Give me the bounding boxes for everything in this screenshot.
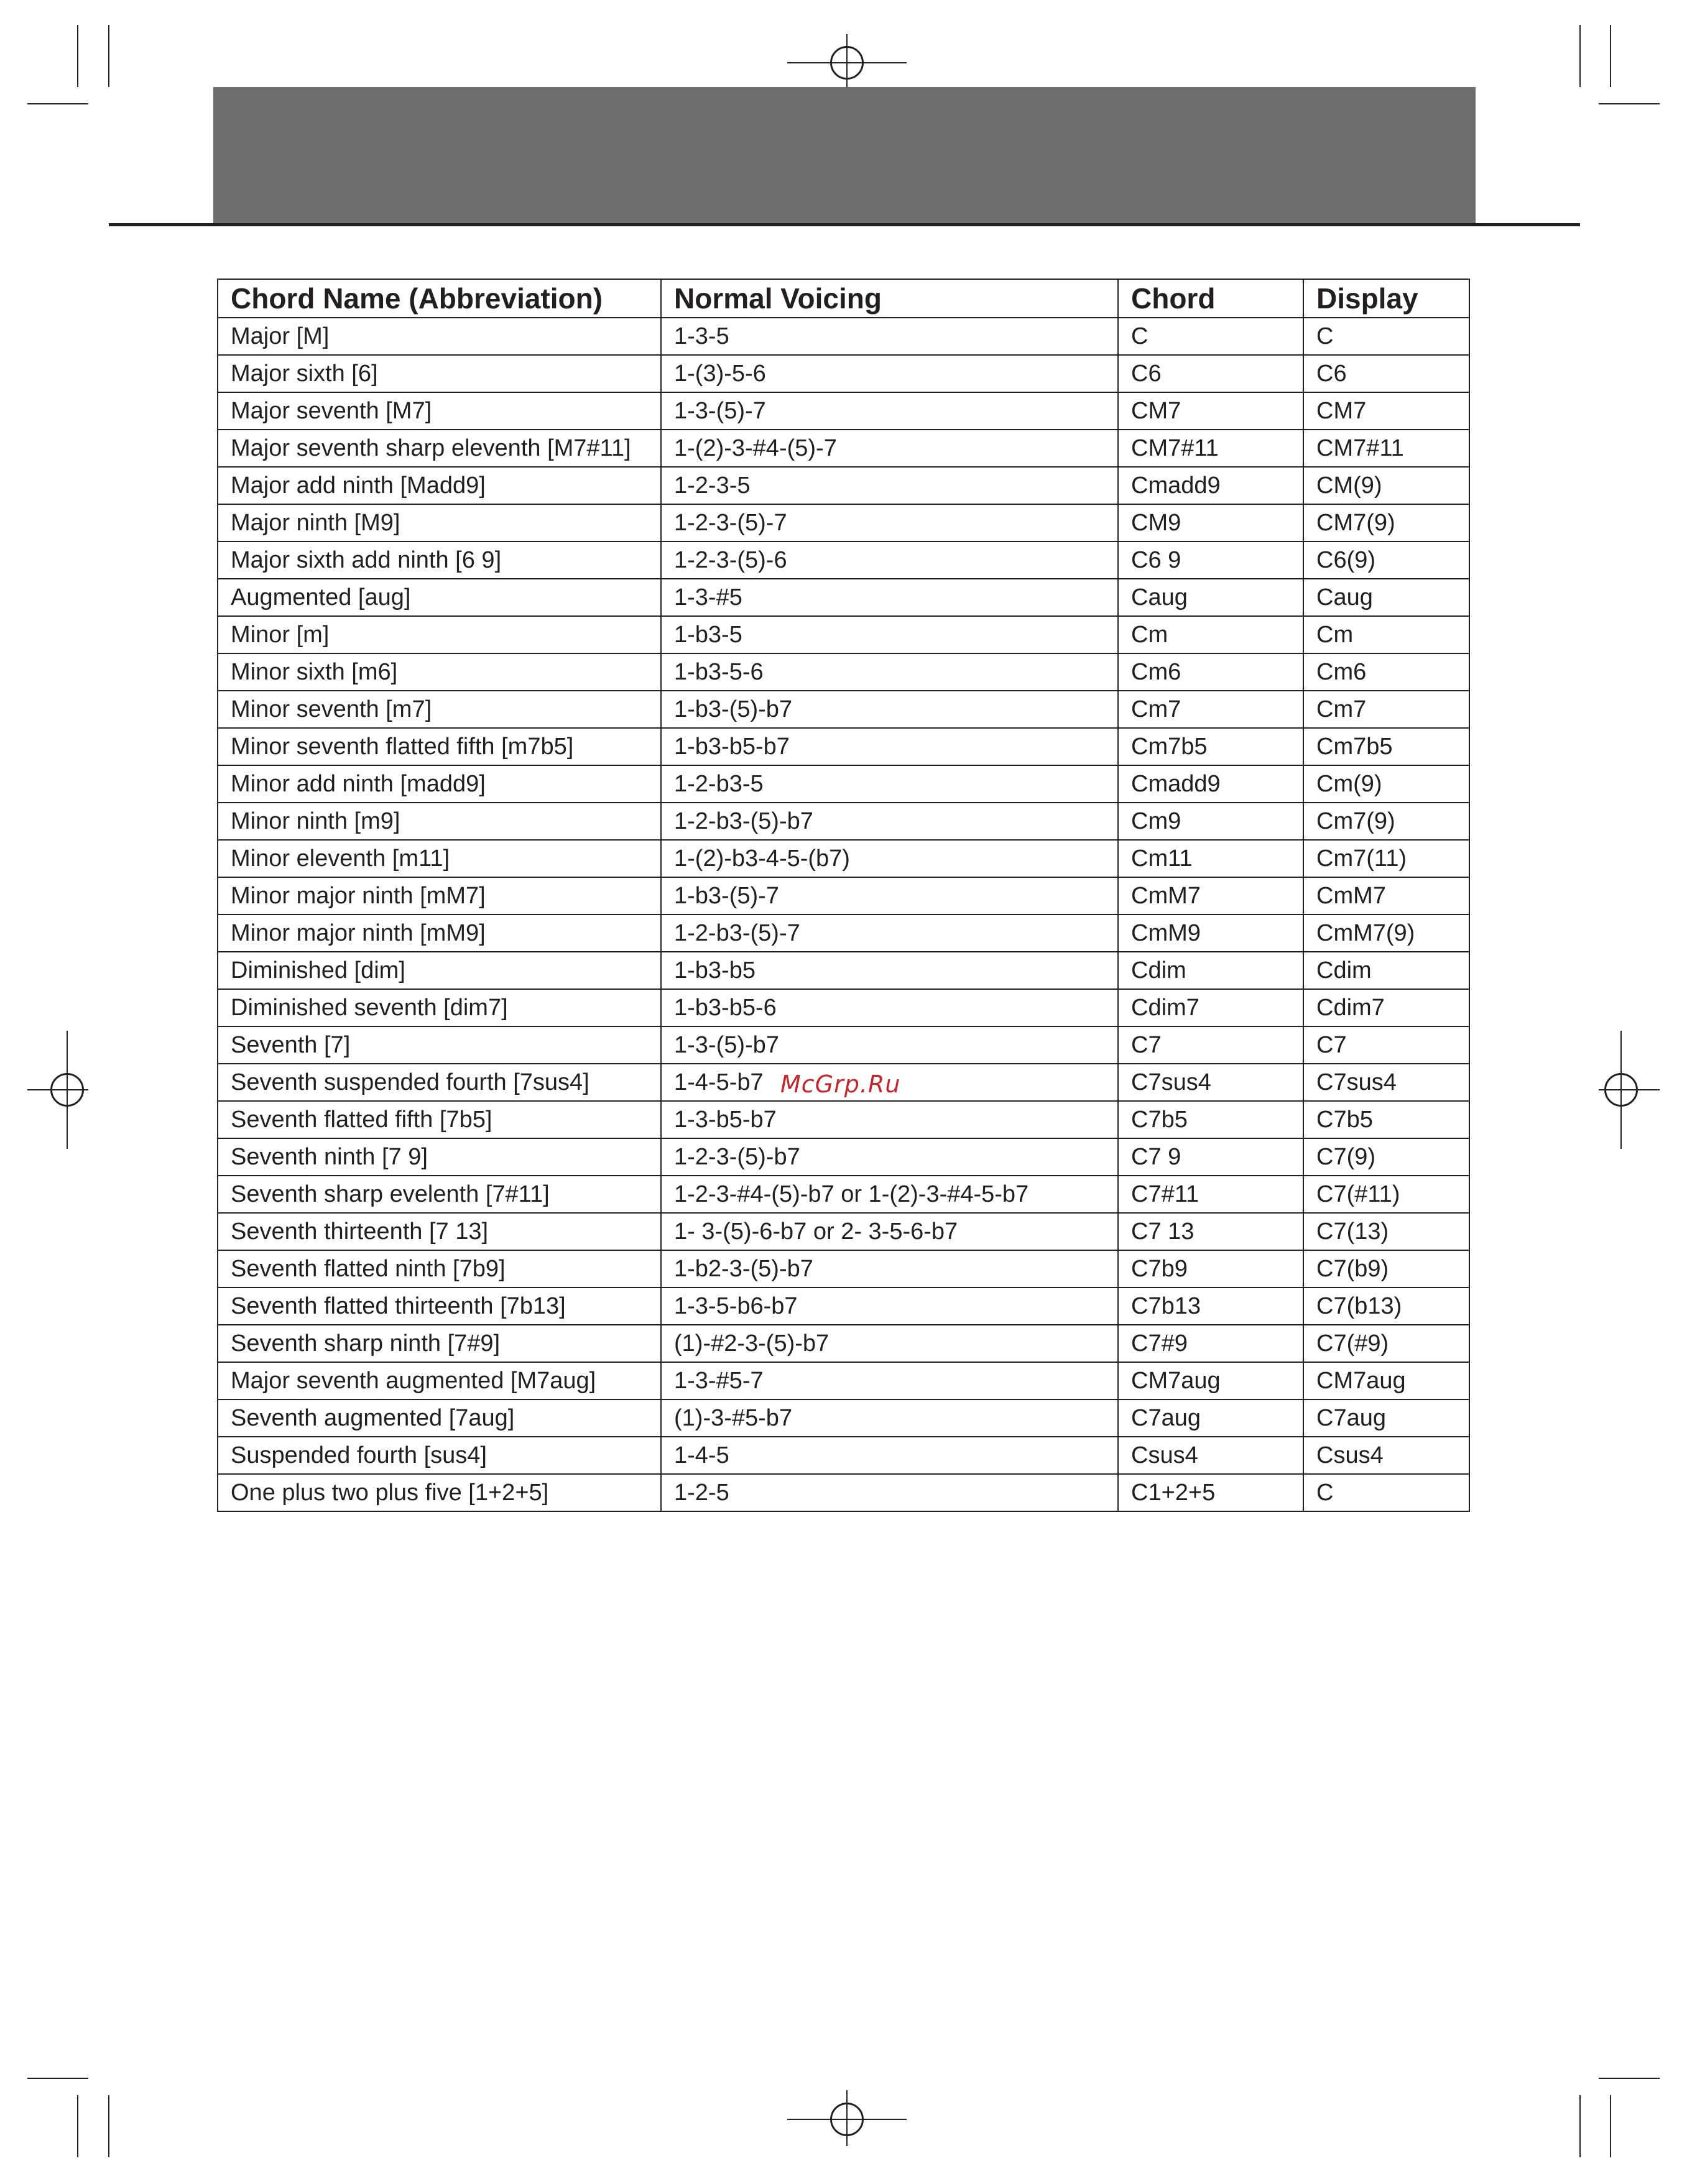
chord-name-cell: Seventh flatted ninth [7b9]	[218, 1250, 661, 1288]
normal-voicing-cell: 1-3-5	[661, 318, 1118, 355]
table-row	[218, 653, 1469, 691]
chord-cell: CM7aug	[1118, 1362, 1303, 1399]
chord-cell: C6	[1118, 355, 1303, 392]
normal-voicing-cell: 1-b3-5	[661, 616, 1118, 653]
chord-name-cell: Minor major ninth [mM7]	[218, 877, 661, 915]
crop-mark	[1579, 2095, 1581, 2157]
chord-name-cell: Minor ninth [m9]	[218, 803, 661, 840]
table-row	[218, 504, 1469, 541]
chord-name-cell: Minor eleventh [m11]	[218, 840, 661, 877]
display-cell: C7(b9)	[1303, 1250, 1469, 1288]
table-row	[218, 541, 1469, 579]
chord-cell: Cm7	[1118, 691, 1303, 728]
chord-name-cell: Augmented [aug]	[218, 579, 661, 616]
chord-cell: CM9	[1118, 504, 1303, 541]
chord-cell: CM7	[1118, 392, 1303, 430]
chord-cell: Cmadd9	[1118, 467, 1303, 504]
chord-name-cell: Minor major ninth [mM9]	[218, 915, 661, 952]
display-cell: CmM7(9)	[1303, 915, 1469, 952]
crop-mark	[27, 103, 88, 104]
normal-voicing-cell: 1-b3-5-6	[661, 653, 1118, 691]
display-cell: CM7#11	[1303, 430, 1469, 467]
registration-mark-icon	[830, 2103, 864, 2136]
display-cell: CM7(9)	[1303, 504, 1469, 541]
chord-cell: CM7#11	[1118, 430, 1303, 467]
normal-voicing-cell: 1-2-3-(5)-6	[661, 541, 1118, 579]
chord-name-cell: Diminished [dim]	[218, 952, 661, 989]
column-header-chord-name: Chord Name (Abbreviation)	[218, 279, 661, 318]
chord-name-cell: Major sixth [6]	[218, 355, 661, 392]
display-cell: Cm7	[1303, 691, 1469, 728]
display-cell: C	[1303, 1474, 1469, 1511]
normal-voicing-cell: 1-b3-b5-6	[661, 989, 1118, 1026]
table-body	[218, 318, 1469, 1511]
normal-voicing-cell: 1-3-(5)-7	[661, 392, 1118, 430]
display-cell: C7aug	[1303, 1399, 1469, 1437]
chord-name-cell: Minor seventh [m7]	[218, 691, 661, 728]
normal-voicing-cell: 1-2-3-#4-(5)-b7 or 1-(2)-3-#4-5-b7	[661, 1176, 1118, 1213]
chord-cell: Caug	[1118, 579, 1303, 616]
table-row	[218, 430, 1469, 467]
normal-voicing-cell: 1-(2)-3-#4-(5)-7	[661, 430, 1118, 467]
table-row	[218, 915, 1469, 952]
table-row	[218, 1474, 1469, 1511]
chord-name-cell: Seventh sharp ninth [7#9]	[218, 1325, 661, 1362]
chord-name-cell: Major seventh augmented [M7aug]	[218, 1362, 661, 1399]
crop-mark	[1610, 25, 1611, 87]
chord-name-cell: Minor add ninth [madd9]	[218, 765, 661, 803]
table-row	[218, 392, 1469, 430]
display-cell: C7(#11)	[1303, 1176, 1469, 1213]
chord-name-cell: Major seventh sharp eleventh [M7#11]	[218, 430, 661, 467]
watermark: McGrp.Ru	[780, 1071, 901, 1098]
normal-voicing-cell: 1-2-5	[661, 1474, 1118, 1511]
chord-name-cell: Major [M]	[218, 318, 661, 355]
normal-voicing-cell: 1-b3-b5	[661, 952, 1118, 989]
normal-voicing-cell: 1-(3)-5-6	[661, 355, 1118, 392]
chord-name-cell: Major ninth [M9]	[218, 504, 661, 541]
chord-cell: Cm6	[1118, 653, 1303, 691]
crop-mark	[27, 2078, 88, 2079]
table-header-row	[218, 279, 1469, 318]
chord-cell: C7b9	[1118, 1250, 1303, 1288]
column-header-display: Display	[1303, 279, 1469, 318]
chord-name-cell: Seventh [7]	[218, 1026, 661, 1064]
table-row	[218, 728, 1469, 765]
normal-voicing-cell: 1-2-b3-(5)-7	[661, 915, 1118, 952]
display-cell: Cdim7	[1303, 989, 1469, 1026]
display-cell: C7sus4	[1303, 1064, 1469, 1101]
chord-cell: Csus4	[1118, 1437, 1303, 1474]
table-row	[218, 1138, 1469, 1176]
normal-voicing-cell: 1-2-3-5	[661, 467, 1118, 504]
registration-mark-icon	[830, 46, 864, 80]
display-cell: C7(b13)	[1303, 1288, 1469, 1325]
chord-cell: Cm7b5	[1118, 728, 1303, 765]
display-cell: C7(#9)	[1303, 1325, 1469, 1362]
header-band	[213, 87, 1476, 225]
normal-voicing-cell: (1)-#2-3-(5)-b7	[661, 1325, 1118, 1362]
chord-cell: C7	[1118, 1026, 1303, 1064]
chord-cell: C7sus4	[1118, 1064, 1303, 1101]
display-cell: CmM7	[1303, 877, 1469, 915]
normal-voicing-cell: 1-2-b3-5	[661, 765, 1118, 803]
table-row	[218, 1101, 1469, 1138]
chord-name-cell: Seventh sharp evelenth [7#11]	[218, 1176, 661, 1213]
chord-cell: C7aug	[1118, 1399, 1303, 1437]
display-cell: C7	[1303, 1026, 1469, 1064]
normal-voicing-cell: 1-3-#5	[661, 579, 1118, 616]
column-header-normal-voicing: Normal Voicing	[661, 279, 1118, 318]
display-cell: C6(9)	[1303, 541, 1469, 579]
table-row	[218, 1362, 1469, 1399]
chord-cell: C7 13	[1118, 1213, 1303, 1250]
chord-name-cell: Seventh augmented [7aug]	[218, 1399, 661, 1437]
normal-voicing-cell: 1-4-5-b7	[661, 1064, 1118, 1101]
display-cell: Cm7b5	[1303, 728, 1469, 765]
crop-mark	[108, 2095, 109, 2157]
normal-voicing-cell: 1-3-5-b6-b7	[661, 1288, 1118, 1325]
normal-voicing-cell: 1-2-b3-(5)-b7	[661, 803, 1118, 840]
table-row	[218, 318, 1469, 355]
table-row	[218, 877, 1469, 915]
chord-name-cell: Minor seventh flatted fifth [m7b5]	[218, 728, 661, 765]
normal-voicing-cell: 1- 3-(5)-6-b7 or 2- 3-5-6-b7	[661, 1213, 1118, 1250]
display-cell: C7b5	[1303, 1101, 1469, 1138]
normal-voicing-cell: 1-b3-(5)-7	[661, 877, 1118, 915]
chord-name-cell: Seventh flatted thirteenth [7b13]	[218, 1288, 661, 1325]
table-row	[218, 579, 1469, 616]
chord-cell: C7#11	[1118, 1176, 1303, 1213]
chord-cell: CmM9	[1118, 915, 1303, 952]
table-row	[218, 616, 1469, 653]
normal-voicing-cell: 1-3-b5-b7	[661, 1101, 1118, 1138]
chord-name-cell: Seventh ninth [7 9]	[218, 1138, 661, 1176]
registration-mark-icon	[50, 1073, 84, 1107]
chord-cell: C6 9	[1118, 541, 1303, 579]
display-cell: C	[1303, 318, 1469, 355]
display-cell: Csus4	[1303, 1437, 1469, 1474]
display-cell: C7(13)	[1303, 1213, 1469, 1250]
chord-cell: Cm11	[1118, 840, 1303, 877]
chord-cell: C7#9	[1118, 1325, 1303, 1362]
chord-cell: Cmadd9	[1118, 765, 1303, 803]
chord-cell: C7 9	[1118, 1138, 1303, 1176]
normal-voicing-cell: 1-3-(5)-b7	[661, 1026, 1118, 1064]
table-row	[218, 1250, 1469, 1288]
chord-name-cell: Seventh flatted fifth [7b5]	[218, 1101, 661, 1138]
crop-mark	[77, 2095, 78, 2157]
table-row	[218, 1437, 1469, 1474]
chord-cell: Cdim7	[1118, 989, 1303, 1026]
chord-name-cell: Minor sixth [m6]	[218, 653, 661, 691]
table-row	[218, 765, 1469, 803]
display-cell: Cdim	[1303, 952, 1469, 989]
normal-voicing-cell: 1-b2-3-(5)-b7	[661, 1250, 1118, 1288]
normal-voicing-cell: 1-2-3-(5)-b7	[661, 1138, 1118, 1176]
table-row	[218, 989, 1469, 1026]
table-row	[218, 1288, 1469, 1325]
table-row	[218, 803, 1469, 840]
normal-voicing-cell: 1-4-5	[661, 1437, 1118, 1474]
display-cell: CM7aug	[1303, 1362, 1469, 1399]
chord-name-cell: Major sixth add ninth [6 9]	[218, 541, 661, 579]
chord-cell: CmM7	[1118, 877, 1303, 915]
display-cell: Cm7(11)	[1303, 840, 1469, 877]
table-row	[218, 1399, 1469, 1437]
display-cell: CM(9)	[1303, 467, 1469, 504]
normal-voicing-cell: 1-b3-(5)-b7	[661, 691, 1118, 728]
chord-name-cell: Diminished seventh [dim7]	[218, 989, 661, 1026]
registration-mark-icon	[1604, 1073, 1638, 1107]
chord-cell: C1+2+5	[1118, 1474, 1303, 1511]
chord-cell: C	[1118, 318, 1303, 355]
chord-name-cell: Suspended fourth [sus4]	[218, 1437, 661, 1474]
normal-voicing-cell: 1-(2)-b3-4-5-(b7)	[661, 840, 1118, 877]
chord-name-cell: One plus two plus five [1+2+5]	[218, 1474, 661, 1511]
table-row	[218, 467, 1469, 504]
table-row	[218, 1325, 1469, 1362]
normal-voicing-cell: 1-2-3-(5)-7	[661, 504, 1118, 541]
crop-mark	[1610, 2095, 1611, 2157]
chord-table	[217, 279, 1470, 1512]
crop-mark	[1599, 2078, 1660, 2079]
table-row	[218, 691, 1469, 728]
chord-cell: Cdim	[1118, 952, 1303, 989]
table-row	[218, 1213, 1469, 1250]
chord-cell: Cm	[1118, 616, 1303, 653]
display-cell: Cm(9)	[1303, 765, 1469, 803]
display-cell: C7(9)	[1303, 1138, 1469, 1176]
normal-voicing-cell: 1-b3-b5-b7	[661, 728, 1118, 765]
display-cell: Cm	[1303, 616, 1469, 653]
chord-name-cell: Seventh thirteenth [7 13]	[218, 1213, 661, 1250]
display-cell: Cm6	[1303, 653, 1469, 691]
table-row	[218, 1176, 1469, 1213]
chord-cell: Cm9	[1118, 803, 1303, 840]
chord-cell: C7b13	[1118, 1288, 1303, 1325]
display-cell: C6	[1303, 355, 1469, 392]
table-row	[218, 840, 1469, 877]
display-cell: Cm7(9)	[1303, 803, 1469, 840]
chord-cell: C7b5	[1118, 1101, 1303, 1138]
chord-name-cell: Minor [m]	[218, 616, 661, 653]
table-row	[218, 1026, 1469, 1064]
normal-voicing-cell: (1)-3-#5-b7	[661, 1399, 1118, 1437]
crop-mark	[77, 25, 78, 87]
chord-name-cell: Seventh suspended fourth [7sus4]	[218, 1064, 661, 1101]
display-cell: Caug	[1303, 579, 1469, 616]
normal-voicing-cell: 1-3-#5-7	[661, 1362, 1118, 1399]
crop-mark	[1579, 25, 1581, 87]
display-cell: CM7	[1303, 392, 1469, 430]
table-row	[218, 952, 1469, 989]
chord-name-cell: Major add ninth [Madd9]	[218, 467, 661, 504]
chord-name-cell: Major seventh [M7]	[218, 392, 661, 430]
crop-mark	[108, 25, 109, 87]
table-row	[218, 355, 1469, 392]
column-header-chord: Chord	[1118, 279, 1303, 318]
crop-mark	[1599, 103, 1660, 104]
header-rule	[109, 223, 1580, 226]
